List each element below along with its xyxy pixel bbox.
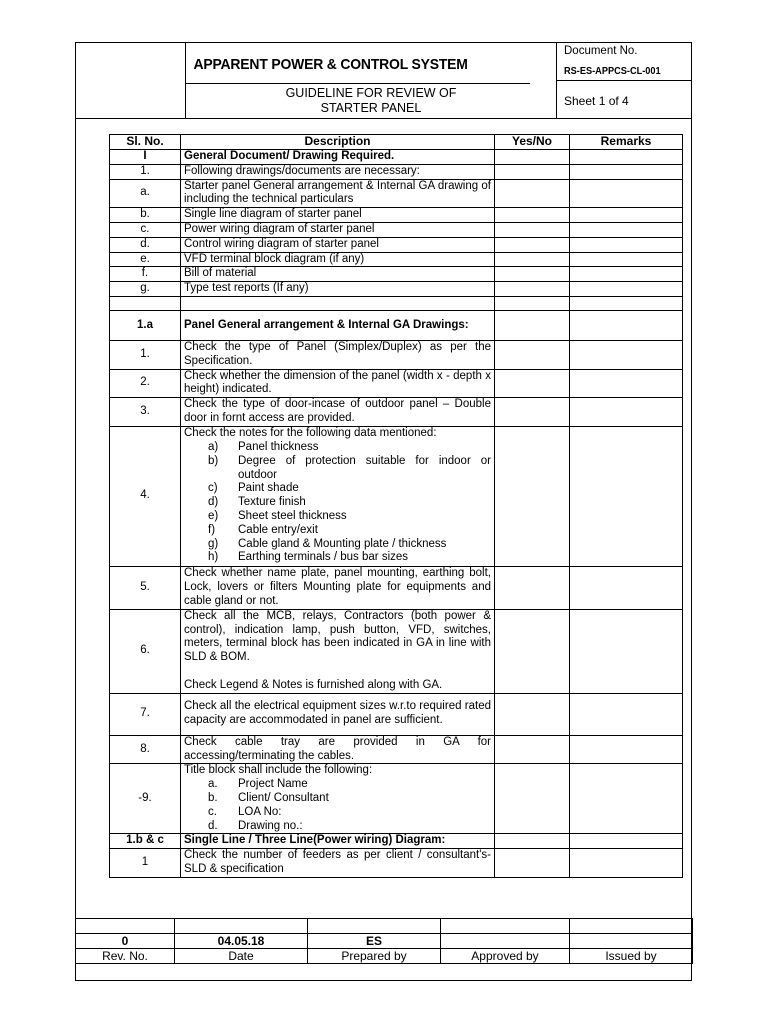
remarks-cell [570, 237, 683, 252]
description-cell [181, 282, 495, 297]
table-row [110, 764, 683, 834]
sub-item-text: Panel thickness [238, 441, 319, 454]
remarks-cell [570, 834, 683, 849]
sl-no-cell: 8. [110, 735, 181, 764]
sub-item-text: Earthing terminals / bus bar sizes [238, 551, 409, 564]
sub-item-letter: b. [208, 791, 218, 804]
remarks-cell [570, 310, 683, 340]
sl-no-cell: a. [110, 179, 181, 208]
header-description: Description [181, 135, 495, 150]
description-text: Control wiring diagram of starter panel [184, 237, 379, 250]
sub-item-letter: g) [208, 537, 219, 550]
description-cell [181, 834, 495, 849]
sub-item-text: Texture finish [238, 496, 306, 509]
issued-by-label: Issued by [570, 949, 693, 964]
subtitle-line-1: GUIDELINE FOR REVIEW OF [285, 86, 457, 100]
table-row [110, 398, 683, 427]
description-cell [181, 267, 495, 282]
yes-no-cell [495, 222, 570, 237]
description-cell [181, 179, 495, 208]
approved-by-label: Approved by [441, 949, 570, 964]
description-text: Check the type of Panel (Simplex/Duplex) as per the Specification. [184, 340, 491, 367]
sub-item-text: Client/ Consultant [238, 791, 329, 804]
sl-no-cell: e. [110, 252, 181, 267]
prepared-by-value: ES [308, 934, 441, 949]
description-cell [181, 764, 495, 834]
yes-no-cell [495, 252, 570, 267]
sub-item-list [184, 778, 491, 833]
description-cell [181, 237, 495, 252]
remarks-cell [570, 566, 683, 609]
remarks-cell [570, 764, 683, 834]
table-row [110, 735, 683, 764]
description-text: General Document/ Drawing Required. [184, 150, 395, 162]
sub-item [208, 441, 491, 455]
description-text: Check whether the dimension of the panel (width x - depth x height) indicated. [184, 369, 491, 396]
approved-by-value [441, 934, 570, 949]
description-cell [181, 150, 495, 165]
sub-item-letter: a) [208, 441, 219, 454]
sub-item [208, 820, 491, 834]
remarks-cell [570, 208, 683, 223]
table-row [110, 208, 683, 223]
sl-no-cell: 2. [110, 369, 181, 398]
description-cell [181, 398, 495, 427]
sl-no-cell: I [110, 150, 181, 165]
sl-no-cell: c. [110, 222, 181, 237]
sub-item-text: Project Name [238, 778, 308, 791]
sl-no-cell: d. [110, 237, 181, 252]
sub-item [208, 455, 491, 483]
yes-no-cell [495, 566, 570, 609]
yes-no-cell [495, 296, 570, 310]
sl-no-cell: 6. [110, 609, 181, 693]
remarks-cell [570, 426, 683, 566]
table-row [110, 340, 683, 369]
sl-no-cell: 3. [110, 398, 181, 427]
sl-no-cell [110, 296, 181, 310]
sl-no-cell: 1 [110, 849, 181, 878]
remarks-cell [570, 267, 683, 282]
table-row [110, 282, 683, 297]
table-row [110, 252, 683, 267]
remarks-cell [570, 398, 683, 427]
header-yes-no: Yes/No [495, 135, 570, 150]
description-text: Single line diagram of starter panel [184, 208, 362, 221]
sub-item [208, 524, 491, 538]
sl-no-cell: 4. [110, 426, 181, 566]
description-text: Check all the MCB, relays, Contractors (both power & control), indication lamp, push button, VFD, switches, meters, terminal block has been indicated in GA in line with SLD & BOM. [184, 609, 491, 664]
yes-no-cell [495, 693, 570, 735]
sub-item [208, 510, 491, 524]
sub-item-text: LOA No: [238, 805, 282, 818]
revision-date: 04.05.18 [175, 934, 308, 949]
sl-no-cell: 1. [110, 340, 181, 369]
sub-item-text: Cable gland & Mounting plate / thickness [238, 537, 447, 550]
date-label: Date [175, 949, 308, 964]
yes-no-cell [495, 609, 570, 693]
description-text: Title block shall include the following: [184, 764, 373, 777]
sl-no-cell: 1.b & c [110, 834, 181, 849]
description-text: Single Line / Three Line(Power wiring) Diagram: [184, 834, 446, 847]
prepared-by-label: Prepared by [308, 949, 441, 964]
description-text: Check the type of door-incase of outdoor panel – Double door in fornt access are provided. [184, 398, 491, 424]
sub-item-letter: a. [208, 778, 218, 791]
yes-no-cell [495, 834, 570, 849]
yes-no-cell [495, 164, 570, 179]
sub-item [208, 778, 491, 792]
description-text: Bill of material [184, 267, 257, 280]
remarks-cell [570, 179, 683, 208]
yes-no-cell [495, 398, 570, 427]
description-cell [181, 566, 495, 609]
sub-item-letter: b) [208, 454, 219, 467]
yes-no-cell [495, 267, 570, 282]
sl-no-cell: g. [110, 282, 181, 297]
table-row [110, 834, 683, 849]
description-cell [181, 310, 495, 340]
yes-no-cell [495, 208, 570, 223]
description-text: Check cable tray are provided in GA for accessing/terminating the cables. [184, 735, 491, 762]
table-row [110, 179, 683, 208]
table-row [110, 849, 683, 878]
sub-item-text: Sheet steel thickness [238, 510, 347, 523]
document-subtitle [186, 84, 556, 119]
description-text: Check all the electrical equipment sizes w.r.to required rated capacity are accommodated in panel are sufficient. [184, 700, 491, 727]
remarks-cell [570, 849, 683, 878]
remarks-cell [570, 222, 683, 237]
logo-box [75, 42, 186, 119]
description-cell [181, 340, 495, 369]
yes-no-cell [495, 237, 570, 252]
remarks-cell [570, 296, 683, 310]
description-text: Check whether name plate, panel mounting, earthing bolt, Lock, lovers or filters Mounting plate for equipments and cable gland or not. [184, 567, 491, 607]
yes-no-cell [495, 150, 570, 165]
document-info [556, 42, 692, 119]
description-cell [181, 164, 495, 179]
remarks-cell [570, 164, 683, 179]
sl-no-cell: f. [110, 267, 181, 282]
description-text: Starter panel General arrangement & Internal GA drawing of including the technical particulars [184, 179, 491, 206]
description-cell [181, 252, 495, 267]
remarks-cell [570, 340, 683, 369]
sub-item [208, 538, 491, 552]
remarks-cell [570, 150, 683, 165]
sub-item-text: Paint shade [238, 482, 299, 495]
sl-no-cell: b. [110, 208, 181, 223]
table-row [110, 426, 683, 566]
sub-item-letter: c. [208, 805, 217, 818]
yes-no-cell [495, 310, 570, 340]
description-cell [181, 693, 495, 735]
description-text: Following drawings/documents are necessary: [184, 164, 420, 177]
document-header [75, 42, 692, 119]
table-row [110, 310, 683, 340]
company-title: APPARENT POWER & CONTROL SYSTEM [186, 42, 530, 84]
remarks-cell [570, 609, 683, 693]
header-remarks: Remarks [570, 135, 683, 150]
remarks-cell [570, 693, 683, 735]
revision-block [75, 918, 693, 964]
table-row [110, 566, 683, 609]
sub-item-letter: h) [208, 551, 219, 564]
sub-item-letter: c) [208, 482, 218, 495]
sl-no-cell: 7. [110, 693, 181, 735]
sub-item [208, 551, 491, 565]
remarks-cell [570, 282, 683, 297]
remarks-cell [570, 369, 683, 398]
divider [557, 80, 692, 81]
document-number-label: Document No. [564, 45, 638, 57]
table-row [110, 609, 683, 693]
table-row [110, 267, 683, 282]
description-cell [181, 369, 495, 398]
revision-number: 0 [76, 934, 175, 949]
sub-item-text: Degree of protection suitable for indoor or outdoor [238, 454, 491, 481]
sl-no-cell: 1.a [110, 310, 181, 340]
sub-item-letter: e) [208, 510, 219, 523]
issued-by-value [570, 934, 693, 949]
sl-no-cell: 1. [110, 164, 181, 179]
sub-item [208, 482, 491, 496]
sub-item-text: Drawing no.: [238, 819, 303, 832]
description-cell [181, 426, 495, 566]
revision-number-label: Rev. No. [76, 949, 175, 964]
remarks-cell [570, 735, 683, 764]
sl-no-cell: 5. [110, 566, 181, 609]
yes-no-cell [495, 340, 570, 369]
description-note: Check Legend & Notes is furnished along with GA. [184, 678, 443, 691]
yes-no-cell [495, 735, 570, 764]
yes-no-cell [495, 426, 570, 566]
sub-item-letter: d) [208, 496, 219, 509]
sub-item-letter: d. [208, 819, 218, 832]
description-cell [181, 208, 495, 223]
remarks-cell [570, 252, 683, 267]
description-text: Check the notes for the following data mentioned: [184, 427, 437, 440]
table-header-row [110, 135, 683, 150]
description-cell [181, 609, 495, 693]
description-cell [181, 735, 495, 764]
description-cell [181, 849, 495, 878]
description-text: Power wiring diagram of starter panel [184, 222, 375, 235]
table-row [110, 222, 683, 237]
subtitle-line-2: STARTER PANEL [320, 101, 422, 115]
revision-values-row [76, 934, 693, 949]
yes-no-cell [495, 282, 570, 297]
header-sl-no: Sl. No. [110, 135, 181, 150]
description-text: Check the number of feeders as per client / consultant's- SLD & specification [184, 849, 491, 875]
table-row [110, 164, 683, 179]
description-cell [181, 222, 495, 237]
sheet-number: Sheet 1 of 4 [564, 94, 629, 108]
yes-no-cell [495, 369, 570, 398]
sub-item [208, 792, 491, 806]
document-number: RS-ES-APPCS-CL-001 [564, 66, 661, 77]
sub-item-list [184, 441, 491, 565]
table-row [110, 296, 683, 310]
description-cell [181, 296, 495, 310]
sub-item-letter: f) [208, 523, 216, 536]
sub-item [208, 806, 491, 820]
table-row [110, 150, 683, 165]
revision-labels-row [76, 949, 693, 964]
table-row [110, 369, 683, 398]
yes-no-cell [495, 764, 570, 834]
sub-item-text: Cable entry/exit [238, 523, 318, 536]
yes-no-cell [495, 849, 570, 878]
description-text: Type test reports (If any) [184, 282, 309, 295]
checklist-table [109, 134, 683, 878]
sl-no-cell: -9. [110, 764, 181, 834]
description-text: Panel General arrangement & Internal GA Drawings: [184, 318, 469, 331]
yes-no-cell [495, 179, 570, 208]
sub-item [208, 496, 491, 510]
table-row [110, 693, 683, 735]
revision-spacer-row [76, 919, 693, 934]
table-row [110, 237, 683, 252]
description-text: VFD terminal block diagram (if any) [184, 252, 365, 265]
